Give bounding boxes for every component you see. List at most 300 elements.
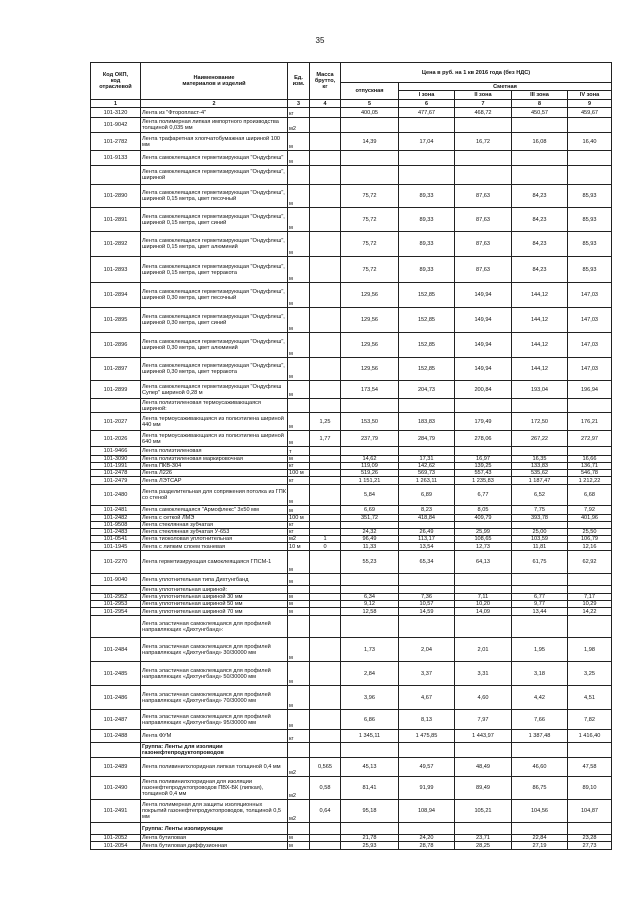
mass-cell xyxy=(310,358,341,381)
release-price-cell: 55,23 xyxy=(341,551,399,574)
zone1-price-cell xyxy=(399,616,455,638)
table-header xyxy=(91,63,612,108)
zone3-price-cell xyxy=(512,823,568,835)
release-price-cell xyxy=(341,399,399,413)
name-cell: Лента уплотнительная шириной 50 мм xyxy=(141,601,288,608)
mass-cell: 0,64 xyxy=(310,800,341,823)
mass-cell xyxy=(310,399,341,413)
code-cell: 101-2899 xyxy=(91,381,141,399)
code-cell: 101-2480 xyxy=(91,485,141,506)
zone2-price-cell xyxy=(455,447,512,456)
code-cell: 101-2890 xyxy=(91,185,141,208)
zone3-price-cell: 16,35 xyxy=(512,456,568,463)
zone2-price-cell: 6,77 xyxy=(455,485,512,506)
mass-cell xyxy=(310,522,341,529)
zone1-price-cell xyxy=(399,151,455,166)
zone3-price-cell xyxy=(512,616,568,638)
group-row xyxy=(91,823,612,835)
unit-cell: кг xyxy=(288,730,310,743)
mass-cell xyxy=(310,257,341,283)
unit-cell: м xyxy=(288,208,310,232)
name-cell: Лента стеклянная зубчатая xyxy=(141,522,288,529)
name-cell: Лента полиэтиленовая маркировочная xyxy=(141,456,288,463)
code-cell: 101-2893 xyxy=(91,257,141,283)
name-cell: Лента самоклеящаяся герметизирующая "Ондуфлеш Супер" шириной 0,28 м xyxy=(141,381,288,399)
mass-cell xyxy=(310,586,341,594)
zone3-price-cell: 1 187,47 xyxy=(512,477,568,485)
release-price-cell xyxy=(341,447,399,456)
table-row xyxy=(91,758,612,777)
zone3-price-cell: 1,95 xyxy=(512,638,568,662)
table-row xyxy=(91,381,612,399)
table-row xyxy=(91,543,612,551)
unit-cell: м xyxy=(288,551,310,574)
zone1-price-cell: 17,04 xyxy=(399,133,455,151)
mass-cell xyxy=(310,638,341,662)
zone1-price-cell: 24,20 xyxy=(399,835,455,842)
mass-cell xyxy=(310,686,341,710)
zone4-price-cell: 10,29 xyxy=(568,601,612,608)
zone2-price-cell: 87,63 xyxy=(455,185,512,208)
name-cell: Лента поливинилхлоридная для изоляции газонефтепродуктопроводов ПВХ-БК (липкая), толщиной 0,4 мм xyxy=(141,777,288,800)
mass-cell xyxy=(310,601,341,608)
release-price-cell: 3,96 xyxy=(341,686,399,710)
code-cell: 101-9508 xyxy=(91,522,141,529)
unit-cell: м xyxy=(288,283,310,308)
zone3-price-cell: 84,23 xyxy=(512,208,568,232)
code-cell xyxy=(91,616,141,638)
mass-header: Масса брутто, кг xyxy=(310,63,341,100)
zone3-price-cell: 22,84 xyxy=(512,835,568,842)
zone2-price-cell: 139,25 xyxy=(455,463,512,470)
zone1-price-cell xyxy=(399,522,455,529)
zone4-price-cell: 272,97 xyxy=(568,431,612,447)
name-cell: Лента полиэтиленовая xyxy=(141,447,288,456)
release-price-cell: 81,41 xyxy=(341,777,399,800)
zone4-price-cell: 1,98 xyxy=(568,638,612,662)
unit-cell: м xyxy=(288,686,310,710)
name-cell: Лента уплотнительная шириной 70 мм xyxy=(141,608,288,616)
table-row xyxy=(91,308,612,333)
unit-cell: м xyxy=(288,485,310,506)
unit-cell: м xyxy=(288,257,310,283)
name-cell: Лента тиоколовая уплотнительная xyxy=(141,536,288,543)
name-cell: Лента самоклеящаяся герметизирующая "Ондуфлеш", шириной 0,30 метра, цвет песочный xyxy=(141,283,288,308)
zone2-price-cell: 8,05 xyxy=(455,506,512,515)
table-row xyxy=(91,283,612,308)
unit-cell: м xyxy=(288,133,310,151)
table-row xyxy=(91,133,612,151)
zone3-price-cell: 193,04 xyxy=(512,381,568,399)
column-number: 6 xyxy=(399,100,455,108)
zone1-price-cell xyxy=(399,399,455,413)
table-row xyxy=(91,594,612,601)
zone1-price-cell: 91,99 xyxy=(399,777,455,800)
zone2-price-cell: 468,72 xyxy=(455,108,512,118)
zone3-price-cell: 6,77 xyxy=(512,594,568,601)
zone2-price-cell: 149,94 xyxy=(455,283,512,308)
mass-cell: 0,565 xyxy=(310,758,341,777)
zone4-price-cell: 104,87 xyxy=(568,800,612,823)
zone2-price-cell: 16,97 xyxy=(455,456,512,463)
name-cell: Лента эластичная самоклеящаяся для профилей направляющих «Дихтунгбанд» 70/30000 мм xyxy=(141,686,288,710)
zone4-price-cell xyxy=(568,447,612,456)
mass-cell xyxy=(310,283,341,308)
name-cell: Лента ФУМ xyxy=(141,730,288,743)
zone4-price-cell: 47,58 xyxy=(568,758,612,777)
code-cell: 101-2952 xyxy=(91,594,141,601)
code-cell: 101-2485 xyxy=(91,662,141,686)
release-price-cell: 1,73 xyxy=(341,638,399,662)
name-cell: Лента полиэтиленовая термоусаживающаяся шириной: xyxy=(141,399,288,413)
code-cell: 101-2054 xyxy=(91,842,141,850)
name-cell: Лента самоклеящаяся герметизирующая "Ондуфлеш", шириной 0,30 метра, цвет синий xyxy=(141,308,288,333)
mass-cell xyxy=(310,463,341,470)
zone1-price-cell xyxy=(399,823,455,835)
table-row xyxy=(91,529,612,536)
unit-cell: 100 м xyxy=(288,515,310,522)
name-cell: Лента эластичная самоклеящаяся для профилей направляющих «Дихтунгбанд» 50/30000 мм xyxy=(141,662,288,686)
release-price-cell: 129,56 xyxy=(341,308,399,333)
table-row xyxy=(91,185,612,208)
column-number: 7 xyxy=(455,100,512,108)
mass-cell: 0,58 xyxy=(310,777,341,800)
unit-cell: м xyxy=(288,842,310,850)
name-cell: Лента термоусаживающаяся из полиэтилена шириной 440 мм xyxy=(141,413,288,431)
unit-cell: кг xyxy=(288,529,310,536)
zone2-price-cell: 7,97 xyxy=(455,710,512,730)
zone4-price-cell: 147,03 xyxy=(568,333,612,358)
zone4-price-cell: 27,73 xyxy=(568,842,612,850)
table-row xyxy=(91,616,612,638)
mass-cell xyxy=(310,594,341,601)
name-cell: Лента с сеткой ЛМЭ xyxy=(141,515,288,522)
table-row xyxy=(91,447,612,456)
table-row xyxy=(91,232,612,257)
zone1-price-cell: 418,84 xyxy=(399,515,455,522)
zone3-price-cell: 535,62 xyxy=(512,470,568,477)
zone3-price-cell: 144,12 xyxy=(512,358,568,381)
zone3-price-cell: 7,75 xyxy=(512,506,568,515)
zone1-price-cell: 152,85 xyxy=(399,308,455,333)
unit-cell: м xyxy=(288,506,310,515)
mass-cell xyxy=(310,447,341,456)
zone2-price-cell: 10,20 xyxy=(455,601,512,608)
mass-cell xyxy=(310,551,341,574)
zone3-price-cell xyxy=(512,574,568,586)
zone1-price-cell xyxy=(399,166,455,185)
mass-cell xyxy=(310,574,341,586)
zone2-price-cell: 4,60 xyxy=(455,686,512,710)
unit-cell: м2 xyxy=(288,777,310,800)
unit-cell: м xyxy=(288,601,310,608)
zone4-price-cell: 147,03 xyxy=(568,358,612,381)
code-cell xyxy=(91,823,141,835)
unit-cell: м2 xyxy=(288,800,310,823)
zone4-price-cell: 14,22 xyxy=(568,608,612,616)
zone4-price-cell: 12,16 xyxy=(568,543,612,551)
unit-cell: кг xyxy=(288,463,310,470)
zone1-price-cell: 8,23 xyxy=(399,506,455,515)
code-cell xyxy=(91,399,141,413)
code-cell: 101-2487 xyxy=(91,710,141,730)
table-row xyxy=(91,506,612,515)
name-cell: Лента бутиловая xyxy=(141,835,288,842)
release-price-cell: 14,39 xyxy=(341,133,399,151)
zone4-price-cell xyxy=(568,616,612,638)
code-cell: 101-1945 xyxy=(91,543,141,551)
column-number-row xyxy=(91,100,612,108)
zone4-price-cell: 196,94 xyxy=(568,381,612,399)
zone2-price-cell: 7,11 xyxy=(455,594,512,601)
code-cell: 101-2481 xyxy=(91,506,141,515)
mass-cell xyxy=(310,842,341,850)
code-cell: 101-9133 xyxy=(91,151,141,166)
code-cell: 101-2953 xyxy=(91,601,141,608)
unit-cell: м xyxy=(288,151,310,166)
zone3-price-cell: 25,00 xyxy=(512,529,568,536)
table-row xyxy=(91,608,612,616)
mass-cell xyxy=(310,477,341,485)
zone3-price-cell: 84,23 xyxy=(512,185,568,208)
unit-cell: м xyxy=(288,413,310,431)
zone3-price-cell: 7,66 xyxy=(512,710,568,730)
zone4-price-cell: 85,93 xyxy=(568,257,612,283)
zone2-price-cell: 557,43 xyxy=(455,470,512,477)
name-cell: Группа: Ленты изолирующие xyxy=(141,823,288,835)
mass-cell: 1,77 xyxy=(310,431,341,447)
zone2-price-cell xyxy=(455,823,512,835)
zone2-price-cell: 28,25 xyxy=(455,842,512,850)
zone3-price-cell xyxy=(512,522,568,529)
name-cell: Лента уплотнительная типа Дихтунгбанд xyxy=(141,574,288,586)
zone2-price-cell: 409,79 xyxy=(455,515,512,522)
name-cell: Лента стеклянная зубчатая У-653 xyxy=(141,529,288,536)
zone2-price-cell xyxy=(455,586,512,594)
zone4-price-cell: 85,93 xyxy=(568,232,612,257)
release-price-cell: 129,56 xyxy=(341,283,399,308)
zone3-price-cell xyxy=(512,118,568,133)
table-row xyxy=(91,522,612,529)
zone3-price-cell: 3,18 xyxy=(512,662,568,686)
page-number: 35 xyxy=(315,36,325,45)
name-cell: Лента герметизирующая самоклеящаяся ГПСМ-1 xyxy=(141,551,288,574)
release-price-cell: 21,78 xyxy=(341,835,399,842)
release-price-cell: 75,72 xyxy=(341,208,399,232)
code-cell: 101-2026 xyxy=(91,431,141,447)
zone1-price-cell xyxy=(399,447,455,456)
mass-cell xyxy=(310,456,341,463)
code-cell: 101-2483 xyxy=(91,529,141,536)
table-body xyxy=(91,108,612,850)
zone2-price-cell: 2,01 xyxy=(455,638,512,662)
mass-cell xyxy=(310,506,341,515)
unit-cell: м xyxy=(288,185,310,208)
zone1-price-cell: 152,85 xyxy=(399,333,455,358)
table-row xyxy=(91,333,612,358)
zone2-price-cell xyxy=(455,166,512,185)
zone2-price-cell: 149,94 xyxy=(455,308,512,333)
zone1-price-cell: 89,33 xyxy=(399,257,455,283)
table-row xyxy=(91,470,612,477)
unit-cell: м xyxy=(288,456,310,463)
name-cell: Группа: Ленты для изоляции газонефтепродуктопроводов xyxy=(141,743,288,758)
zone1-price-cell: 89,33 xyxy=(399,232,455,257)
release-price-cell: 25,93 xyxy=(341,842,399,850)
release-price-cell: 400,05 xyxy=(341,108,399,118)
zone1-price-cell: 49,57 xyxy=(399,758,455,777)
zone1-header: I зона xyxy=(399,91,455,100)
zone3-price-cell: 144,12 xyxy=(512,308,568,333)
zone3-price-cell: 1 387,48 xyxy=(512,730,568,743)
code-cell xyxy=(91,586,141,594)
mass-cell xyxy=(310,470,341,477)
code-cell: 101-2954 xyxy=(91,608,141,616)
zone4-price-cell xyxy=(568,574,612,586)
zone2-price-cell: 48,49 xyxy=(455,758,512,777)
unit-cell: м xyxy=(288,381,310,399)
zone3-price-cell: 133,83 xyxy=(512,463,568,470)
zone4-price-cell xyxy=(568,743,612,758)
release-price-cell: 237,79 xyxy=(341,431,399,447)
mass-cell xyxy=(310,608,341,616)
code-cell: 101-2491 xyxy=(91,800,141,823)
mass-cell xyxy=(310,529,341,536)
zone1-price-cell: 183,83 xyxy=(399,413,455,431)
zone1-price-cell: 204,73 xyxy=(399,381,455,399)
column-number: 8 xyxy=(512,100,568,108)
zone1-price-cell: 4,67 xyxy=(399,686,455,710)
zone2-price-cell xyxy=(455,574,512,586)
zone3-price-cell: 104,56 xyxy=(512,800,568,823)
release-price-cell xyxy=(341,574,399,586)
zone3-price-cell: 27,19 xyxy=(512,842,568,850)
table-row xyxy=(91,257,612,283)
zone2-price-cell: 87,63 xyxy=(455,257,512,283)
zone2-price-cell: 1 235,83 xyxy=(455,477,512,485)
unit-cell: т xyxy=(288,447,310,456)
release-price-cell xyxy=(341,586,399,594)
table-row xyxy=(91,800,612,823)
zone3-price-cell xyxy=(512,743,568,758)
zone1-price-cell: 152,85 xyxy=(399,358,455,381)
zone4-price-cell: 85,93 xyxy=(568,185,612,208)
release-price-cell: 173,54 xyxy=(341,381,399,399)
zone1-price-cell: 569,73 xyxy=(399,470,455,477)
zone2-price-cell xyxy=(455,399,512,413)
code-cell: 101-2027 xyxy=(91,413,141,431)
zone2-price-cell: 108,65 xyxy=(455,536,512,543)
zone4-price-cell: 7,17 xyxy=(568,594,612,601)
zone4-price-cell: 16,66 xyxy=(568,456,612,463)
table-row xyxy=(91,835,612,842)
table-row xyxy=(91,662,612,686)
release-price-cell: 1 151,21 xyxy=(341,477,399,485)
release-price-cell: 6,69 xyxy=(341,506,399,515)
zone3-price-cell: 13,44 xyxy=(512,608,568,616)
mass-cell xyxy=(310,208,341,232)
code-cell: 101-9466 xyxy=(91,447,141,456)
release-price-cell: 351,72 xyxy=(341,515,399,522)
zone3-header: III зона xyxy=(512,91,568,100)
zone4-price-cell: 546,78 xyxy=(568,470,612,477)
mass-cell xyxy=(310,835,341,842)
name-cell: Лента самоклеящаяся герметизирующая "Ондуфлеш", шириной 0,15 метра, цвет алюминий xyxy=(141,232,288,257)
release-price-cell: 24,32 xyxy=(341,529,399,536)
zone1-price-cell: 13,54 xyxy=(399,543,455,551)
release-price-cell: 95,18 xyxy=(341,800,399,823)
unit-cell xyxy=(288,616,310,638)
zone3-price-cell: 267,22 xyxy=(512,431,568,447)
name-cell: Лента термоусаживающаяся из полиэтилена шириной 640 мм xyxy=(141,431,288,447)
zone3-price-cell: 86,75 xyxy=(512,777,568,800)
unit-cell: м xyxy=(288,574,310,586)
zone1-price-cell: 108,94 xyxy=(399,800,455,823)
name-cell: Лента самоклеящаяся "Армофлекс" 3х50 мм xyxy=(141,506,288,515)
name-cell: Лента самоклеящаяся герметизирующая "Ондуфлеш", шириной 0,15 метра, цвет песочный xyxy=(141,185,288,208)
price-table xyxy=(90,62,612,850)
zone2-price-cell xyxy=(455,522,512,529)
code-cell: 101-2482 xyxy=(91,515,141,522)
table-row xyxy=(91,208,612,232)
zone2-price-cell xyxy=(455,616,512,638)
zone4-price-cell: 147,03 xyxy=(568,283,612,308)
code-cell xyxy=(91,743,141,758)
zone2-price-cell: 3,31 xyxy=(455,662,512,686)
column-number: 2 xyxy=(141,100,288,108)
zone4-price-cell: 106,79 xyxy=(568,536,612,543)
table-row xyxy=(91,463,612,470)
zone2-header: II зона xyxy=(455,91,512,100)
mass-cell xyxy=(310,616,341,638)
release-price-cell xyxy=(341,166,399,185)
zone1-price-cell: 65,34 xyxy=(399,551,455,574)
zone3-price-cell: 84,23 xyxy=(512,257,568,283)
release-price-cell: 5,84 xyxy=(341,485,399,506)
mass-cell xyxy=(310,515,341,522)
zone3-price-cell: 103,59 xyxy=(512,536,568,543)
unit-cell: м xyxy=(288,710,310,730)
zone2-price-cell: 64,13 xyxy=(455,551,512,574)
zone4-price-cell: 89,10 xyxy=(568,777,612,800)
table-row xyxy=(91,151,612,166)
mass-cell xyxy=(310,662,341,686)
unit-cell: м2 xyxy=(288,536,310,543)
zone4-price-cell: 3,25 xyxy=(568,662,612,686)
table-row xyxy=(91,601,612,608)
code-header: Код ОКП, код отраслевой xyxy=(91,63,141,100)
release-price-cell: 129,56 xyxy=(341,358,399,381)
mass-cell xyxy=(310,381,341,399)
estimate-price-header: Сметная xyxy=(399,83,612,91)
release-price-cell: 75,72 xyxy=(341,185,399,208)
zone4-price-cell xyxy=(568,166,612,185)
table-row xyxy=(91,358,612,381)
zone1-price-cell xyxy=(399,743,455,758)
name-cell: Лента бутиловая диффузионная xyxy=(141,842,288,850)
name-cell: Лента с липким слоем тканевая xyxy=(141,543,288,551)
table-row xyxy=(91,777,612,800)
zone4-price-cell: 136,71 xyxy=(568,463,612,470)
code-cell: 101-1991 xyxy=(91,463,141,470)
mass-cell xyxy=(310,166,341,185)
unit-header: Ед. изм. xyxy=(288,63,310,100)
column-number: 9 xyxy=(568,100,612,108)
mass-cell xyxy=(310,333,341,358)
zone3-price-cell: 4,42 xyxy=(512,686,568,710)
release-price-cell: 6,86 xyxy=(341,710,399,730)
zone1-price-cell: 17,31 xyxy=(399,456,455,463)
